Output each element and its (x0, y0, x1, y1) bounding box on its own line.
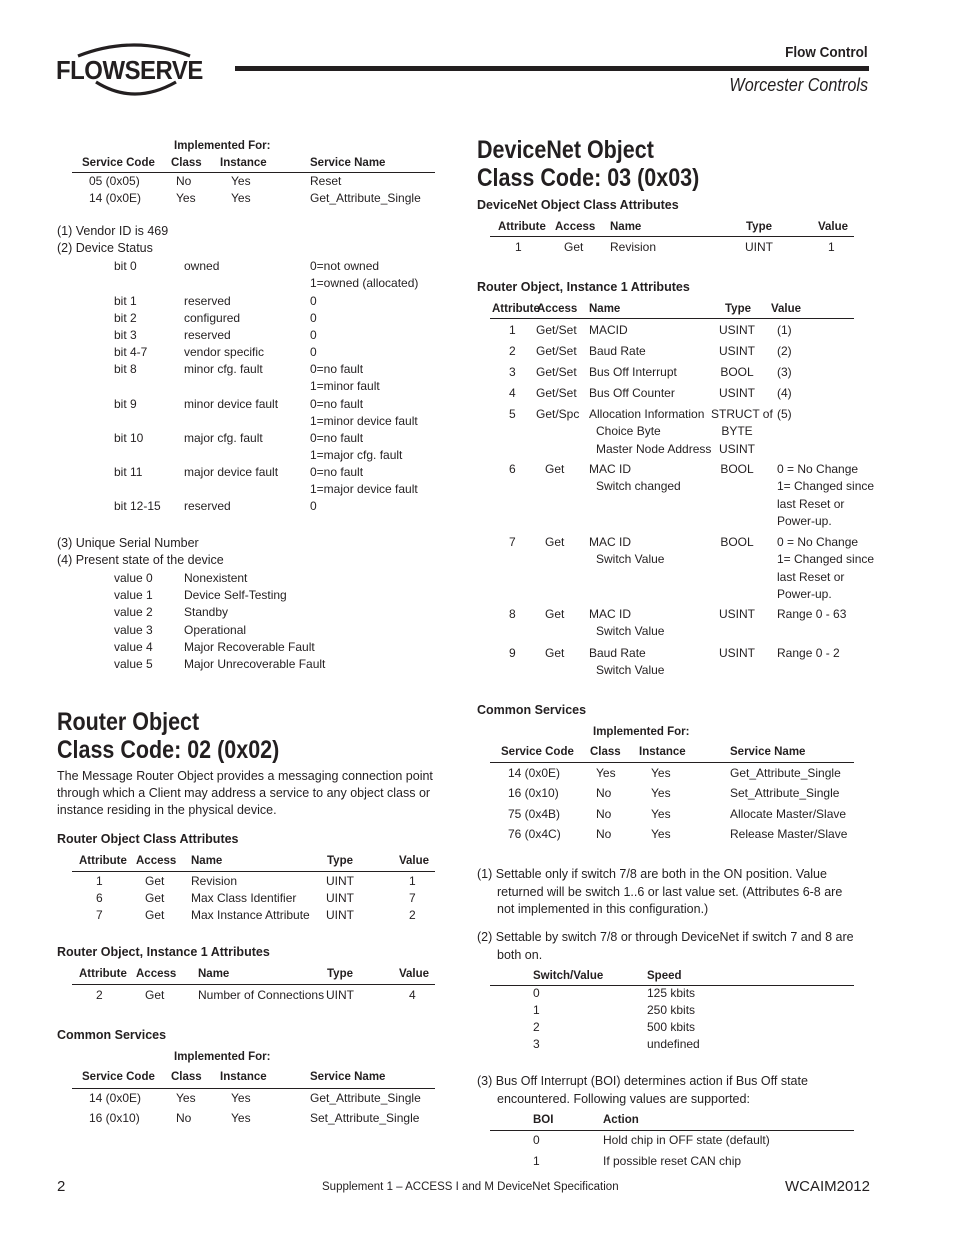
bit-label: bit 9 (114, 397, 137, 411)
note-line: (3) Bus Off Interrupt (BOI) determines action if Bus Off state (477, 1074, 808, 1088)
devicenet-title-line1: DeviceNet Object (477, 136, 654, 164)
attribute-cell: 1 (96, 874, 103, 888)
bit-meaning: major cfg. fault (184, 431, 263, 445)
value-cell: Range 0 - 2 (777, 646, 840, 660)
access-cell: Get (564, 240, 584, 254)
table-rule (72, 984, 435, 985)
logo-text: FLOWSERVE (56, 55, 203, 85)
name-cell: Revision (610, 240, 657, 254)
value-cell: last Reset or (777, 496, 845, 511)
attribute-cell: 6 (96, 891, 103, 905)
col-service-name: Service Name (310, 157, 386, 169)
col-access: Access (537, 303, 578, 315)
value-cell: (2) (777, 344, 792, 358)
class-cell: No (596, 826, 612, 841)
name-cell: Switch Value (596, 663, 665, 678)
bit-label: bit 10 (114, 431, 144, 445)
col-type: Type (725, 303, 751, 315)
instance-cell: Yes (651, 806, 671, 821)
bit-meaning: major device fault (184, 465, 279, 479)
service-name-cell: Reset (310, 174, 342, 188)
router-title-line1: Router Object (57, 708, 200, 736)
service-name-cell: Get_Attribute_Single (310, 1091, 421, 1105)
type-cell: USINT (719, 607, 755, 621)
switch-value-cell: 2 (533, 1020, 540, 1034)
router-inst-attr-title: Router Object, Instance 1 Attributes (57, 945, 270, 959)
service-code-cell: 76 (0x4C) (508, 826, 561, 841)
table-rule (72, 172, 435, 173)
value-cell: 1= Changed since (777, 552, 875, 567)
speed-cell: 125 kbits (647, 986, 696, 1000)
implemented-for-label: Implemented For: (174, 140, 271, 152)
service-code-cell: 14 (0x0E) (508, 766, 561, 780)
class-cell: No (176, 1111, 192, 1125)
bit-value: 1=major device fault (310, 482, 418, 496)
access-cell: Get (145, 874, 165, 888)
bit-value: 0=no fault (310, 465, 364, 479)
bit-value: 0=no fault (310, 362, 364, 376)
name-cell: Max Instance Attribute (191, 908, 310, 922)
note-line: returned will be switch 1..6 or last value set. (Attributes 6-8 are (497, 884, 843, 899)
class-cell: No (596, 806, 612, 821)
service-code-cell: 75 (0x4B) (508, 806, 561, 821)
name-cell: Allocation Information (589, 407, 705, 421)
type-cell: UINT (745, 240, 773, 254)
attribute-cell: 9 (509, 646, 516, 660)
devicenet-class-attr-title: DeviceNet Object Class Attributes (477, 198, 679, 212)
name-cell: MAC ID (589, 607, 631, 621)
bit-value: 1=owned (allocated) (310, 276, 419, 290)
state-name: Nonexistent (184, 571, 248, 585)
note-serial-number: (3) Unique Serial Number (57, 536, 199, 550)
type-cell: USINT (719, 441, 755, 456)
attribute-cell: 2 (96, 988, 103, 1002)
col-value: Value (818, 221, 849, 233)
devicenet-inst-attr-title: Router Object, Instance 1 Attributes (477, 280, 690, 294)
col-instance: Instance (220, 157, 267, 169)
router-class-attr-title: Router Object Class Attributes (57, 832, 239, 846)
value-cell: 0 = No Change (777, 535, 859, 549)
state-name: Major Recoverable Fault (184, 639, 315, 654)
attribute-cell: 1 (509, 323, 516, 337)
type-cell: BOOL (720, 462, 754, 476)
state-name: Major Unrecoverable Fault (184, 657, 326, 671)
bit-meaning: owned (184, 259, 220, 273)
router-title-line2: Class Code: 02 (0x02) (57, 736, 280, 764)
bit-label: bit 3 (114, 328, 137, 342)
type-cell: UINT (326, 874, 354, 888)
implemented-for-label: Implemented For: (174, 1051, 271, 1063)
bit-value: 0 (310, 345, 317, 359)
col-service-code: Service Code (82, 1071, 155, 1083)
access-cell: Get (545, 535, 565, 549)
value-cell: Range 0 - 63 (777, 607, 847, 621)
service-code-cell: 14 (0x0E) (89, 1091, 142, 1105)
bit-value: 1=minor fault (310, 379, 380, 393)
bit-meaning: reserved (184, 328, 231, 342)
state-value: value 3 (114, 622, 153, 637)
name-cell: Number of Connections (198, 988, 325, 1002)
name-cell: Choice Byte (596, 424, 661, 439)
col-class: Class (171, 1071, 202, 1083)
speed-cell: 250 kbits (647, 1003, 696, 1017)
action-cell: Hold chip in OFF state (default) (603, 1133, 770, 1147)
value-cell: 2 (409, 908, 416, 922)
devicenet-common-services-title: Common Services (477, 703, 587, 717)
note-present-state: (4) Present state of the device (57, 553, 224, 567)
instance-cell: Yes (231, 191, 251, 205)
bit-label: bit 11 (114, 465, 143, 479)
note-line: encountered. Following values are supported: (497, 1091, 750, 1106)
bit-meaning: configured (184, 311, 241, 325)
service-code-cell: 14 (0x0E) (89, 191, 142, 205)
attribute-cell: 7 (509, 535, 516, 549)
col-boi: BOI (533, 1114, 554, 1126)
table-rule (72, 871, 435, 872)
boi-cell: 0 (533, 1133, 540, 1147)
state-name: Standby (184, 605, 229, 620)
col-name: Name (610, 221, 642, 233)
table-rule (490, 762, 854, 763)
bit-meaning: vendor specific (184, 345, 265, 359)
note-line: not implemented in this configuration.) (497, 902, 709, 916)
value-cell: (4) (777, 386, 792, 400)
bit-value: 0=not owned (310, 259, 380, 273)
class-cell: Yes (176, 191, 196, 205)
type-cell: UINT (326, 908, 354, 922)
value-cell: 0 = No Change (777, 462, 859, 476)
service-code-cell: 16 (0x10) (508, 786, 559, 801)
access-cell: Get (145, 891, 165, 905)
bit-value: 0=no fault (310, 397, 364, 411)
class-cell: No (176, 174, 192, 188)
bit-value: 1=minor device fault (310, 414, 418, 428)
router-common-services-title: Common Services (57, 1028, 167, 1042)
switch-value-cell: 0 (533, 986, 540, 1000)
state-value: value 5 (114, 657, 153, 671)
type-cell: USINT (719, 646, 755, 660)
state-value: value 0 (114, 571, 153, 585)
type-cell: BYTE (721, 424, 753, 439)
speed-cell: undefined (647, 1037, 700, 1051)
col-service-code: Service Code (82, 157, 155, 169)
access-cell: Get (145, 988, 165, 1002)
access-cell: Get/Set (536, 323, 577, 337)
state-value: value 1 (114, 588, 153, 603)
class-cell: Yes (176, 1091, 196, 1105)
col-action: Action (603, 1114, 639, 1126)
col-instance: Instance (220, 1071, 267, 1083)
switch-value-cell: 1 (533, 1003, 540, 1017)
bit-label: bit 2 (114, 311, 137, 325)
service-name-cell: Get_Attribute_Single (310, 191, 421, 205)
header-subdivision: Worcester Controls (729, 75, 868, 95)
access-cell: Get/Set (536, 344, 577, 358)
col-attribute: Attribute (79, 968, 127, 980)
access-cell: Get/Set (536, 386, 577, 400)
col-attribute: Attribute (492, 303, 540, 315)
attribute-cell: 6 (509, 462, 516, 476)
bit-label: bit 12-15 (114, 499, 161, 513)
name-cell: Switch Value (596, 552, 665, 567)
type-cell: BOOL (720, 535, 754, 549)
instance-cell: Yes (231, 1091, 251, 1105)
col-switch-value: Switch/Value (533, 970, 604, 982)
bit-label: bit 8 (114, 362, 137, 376)
col-name: Name (191, 855, 223, 867)
col-service-code: Service Code (501, 746, 574, 758)
col-access: Access (136, 968, 177, 980)
instance-cell: Yes (651, 786, 671, 801)
col-attribute: Attribute (79, 855, 127, 867)
name-cell: Revision (191, 874, 238, 888)
bit-label: bit 1 (114, 294, 137, 308)
value-cell: last Reset or (777, 569, 845, 584)
instance-cell: Yes (231, 174, 251, 188)
bit-meaning: minor device fault (184, 397, 279, 411)
col-class: Class (171, 157, 202, 169)
state-name: Device Self-Testing (184, 588, 287, 603)
col-speed: Speed (647, 970, 682, 982)
access-cell: Get (545, 607, 565, 621)
col-type: Type (746, 221, 772, 233)
note-line: (1) Settable only if switch 7/8 are both in the ON position. Value (477, 867, 827, 881)
col-class: Class (590, 746, 621, 758)
attribute-cell: 3 (509, 365, 516, 379)
state-value: value 4 (114, 639, 153, 654)
note-device-status: (2) Device Status (57, 241, 153, 255)
access-cell: Get (145, 908, 165, 922)
table-rule (490, 1130, 854, 1131)
class-cell: Yes (596, 766, 616, 780)
value-cell: Power-up. (777, 586, 832, 601)
service-name-cell: Get_Attribute_Single (730, 766, 841, 780)
page-number: 2 (57, 1178, 66, 1195)
attribute-cell: 5 (509, 407, 516, 421)
col-service-name: Service Name (730, 746, 806, 758)
header-rule (235, 66, 869, 71)
name-cell: MAC ID (589, 535, 631, 549)
type-cell: USINT (719, 323, 755, 337)
service-name-cell: Set_Attribute_Single (730, 786, 840, 801)
value-cell: (3) (777, 365, 792, 379)
col-access: Access (555, 221, 596, 233)
router-description: The Message Router Object provides a messaging connection point through which a Client may address a service to any object class or instance residing in the physical device. (57, 769, 433, 817)
note-vendor-id: (1) Vendor ID is 469 (57, 224, 169, 238)
boi-cell: 1 (533, 1154, 540, 1168)
name-cell: Bus Off Interrupt (589, 365, 677, 379)
value-cell: Power-up. (777, 513, 832, 528)
instance-cell: Yes (231, 1111, 251, 1125)
bit-meaning: minor cfg. fault (184, 362, 263, 376)
col-name: Name (589, 303, 621, 315)
col-value: Value (399, 855, 430, 867)
bit-value: 0 (310, 499, 317, 513)
name-cell: MAC ID (589, 462, 631, 476)
access-cell: Get (545, 462, 565, 476)
type-cell: UINT (326, 891, 354, 905)
access-cell: Get/Spc (536, 407, 580, 421)
type-cell: BOOL (720, 365, 754, 379)
instance-cell: Yes (651, 766, 671, 780)
value-cell: (1) (777, 323, 792, 337)
name-cell: Bus Off Counter (589, 386, 675, 400)
type-cell: STRUCT of (711, 407, 773, 421)
implemented-for-label: Implemented For: (593, 726, 690, 738)
bit-label: bit 4-7 (114, 345, 148, 359)
bit-value: 0 (310, 311, 317, 325)
instance-cell: Yes (651, 826, 671, 841)
note-line: both on. (497, 947, 543, 962)
state-name: Operational (184, 622, 247, 637)
name-cell: Baud Rate (589, 344, 646, 358)
col-type: Type (327, 855, 353, 867)
table-rule (72, 1088, 435, 1089)
name-cell: Master Node Address (596, 441, 712, 456)
value-cell: 1= Changed since (777, 479, 875, 494)
footer-center-text: Supplement 1 – ACCESS I and M DeviceNet Specification (322, 1181, 619, 1193)
devicenet-title-line2: Class Code: 03 (0x03) (477, 164, 700, 192)
col-type: Type (327, 968, 353, 980)
value-cell: 7 (409, 891, 416, 905)
name-cell: Switch Value (596, 624, 665, 639)
bit-value: 0=no fault (310, 431, 364, 445)
attribute-cell: 1 (515, 240, 522, 254)
access-cell: Get/Set (536, 365, 577, 379)
name-cell: Switch changed (596, 479, 681, 494)
service-name-cell: Release Master/Slave (730, 826, 848, 841)
action-cell: If possible reset CAN chip (603, 1154, 742, 1168)
bit-meaning: reserved (184, 499, 231, 513)
service-name-cell: Allocate Master/Slave (730, 806, 847, 821)
attribute-cell: 4 (509, 386, 516, 400)
bit-value: 1=major cfg. fault (310, 448, 403, 462)
service-code-cell: 16 (0x10) (89, 1111, 140, 1125)
class-cell: No (596, 786, 612, 801)
type-cell: USINT (719, 386, 755, 400)
access-cell: Get (545, 646, 565, 660)
col-name: Name (198, 968, 230, 980)
state-value: value 2 (114, 605, 153, 620)
bit-value: 0 (310, 328, 317, 342)
name-cell: Baud Rate (589, 646, 646, 660)
table-rule (490, 236, 854, 237)
service-name-cell: Set_Attribute_Single (310, 1111, 420, 1125)
col-value: Value (399, 968, 430, 980)
col-attribute: Attribute (498, 221, 546, 233)
header-division: Flow Control (785, 44, 868, 61)
bit-label: bit 0 (114, 259, 137, 273)
service-code-cell: 05 (0x05) (89, 174, 140, 188)
doc-id: WCAIM2012 (784, 1178, 870, 1195)
value-cell: 4 (409, 988, 416, 1002)
name-cell: MACID (589, 323, 628, 337)
type-cell: USINT (719, 344, 755, 358)
col-service-name: Service Name (310, 1071, 386, 1083)
col-instance: Instance (639, 746, 686, 758)
switch-value-cell: 3 (533, 1037, 540, 1051)
attribute-cell: 8 (509, 607, 516, 621)
name-cell: Max Class Identifier (191, 891, 297, 905)
value-cell: 1 (828, 240, 835, 254)
attribute-cell: 2 (509, 344, 516, 358)
value-cell: (5) (777, 407, 792, 421)
bit-value: 0 (310, 294, 317, 308)
speed-cell: 500 kbits (647, 1020, 696, 1034)
col-access: Access (136, 855, 177, 867)
note-line: (2) Settable by switch 7/8 or through DeviceNet if switch 7 and 8 are (477, 930, 854, 944)
attribute-cell: 7 (96, 908, 103, 922)
col-value: Value (771, 303, 802, 315)
flowserve-logo (56, 40, 212, 98)
bit-meaning: reserved (184, 294, 231, 308)
value-cell: 1 (409, 874, 416, 888)
table-rule (490, 318, 854, 319)
type-cell: UINT (326, 988, 354, 1002)
